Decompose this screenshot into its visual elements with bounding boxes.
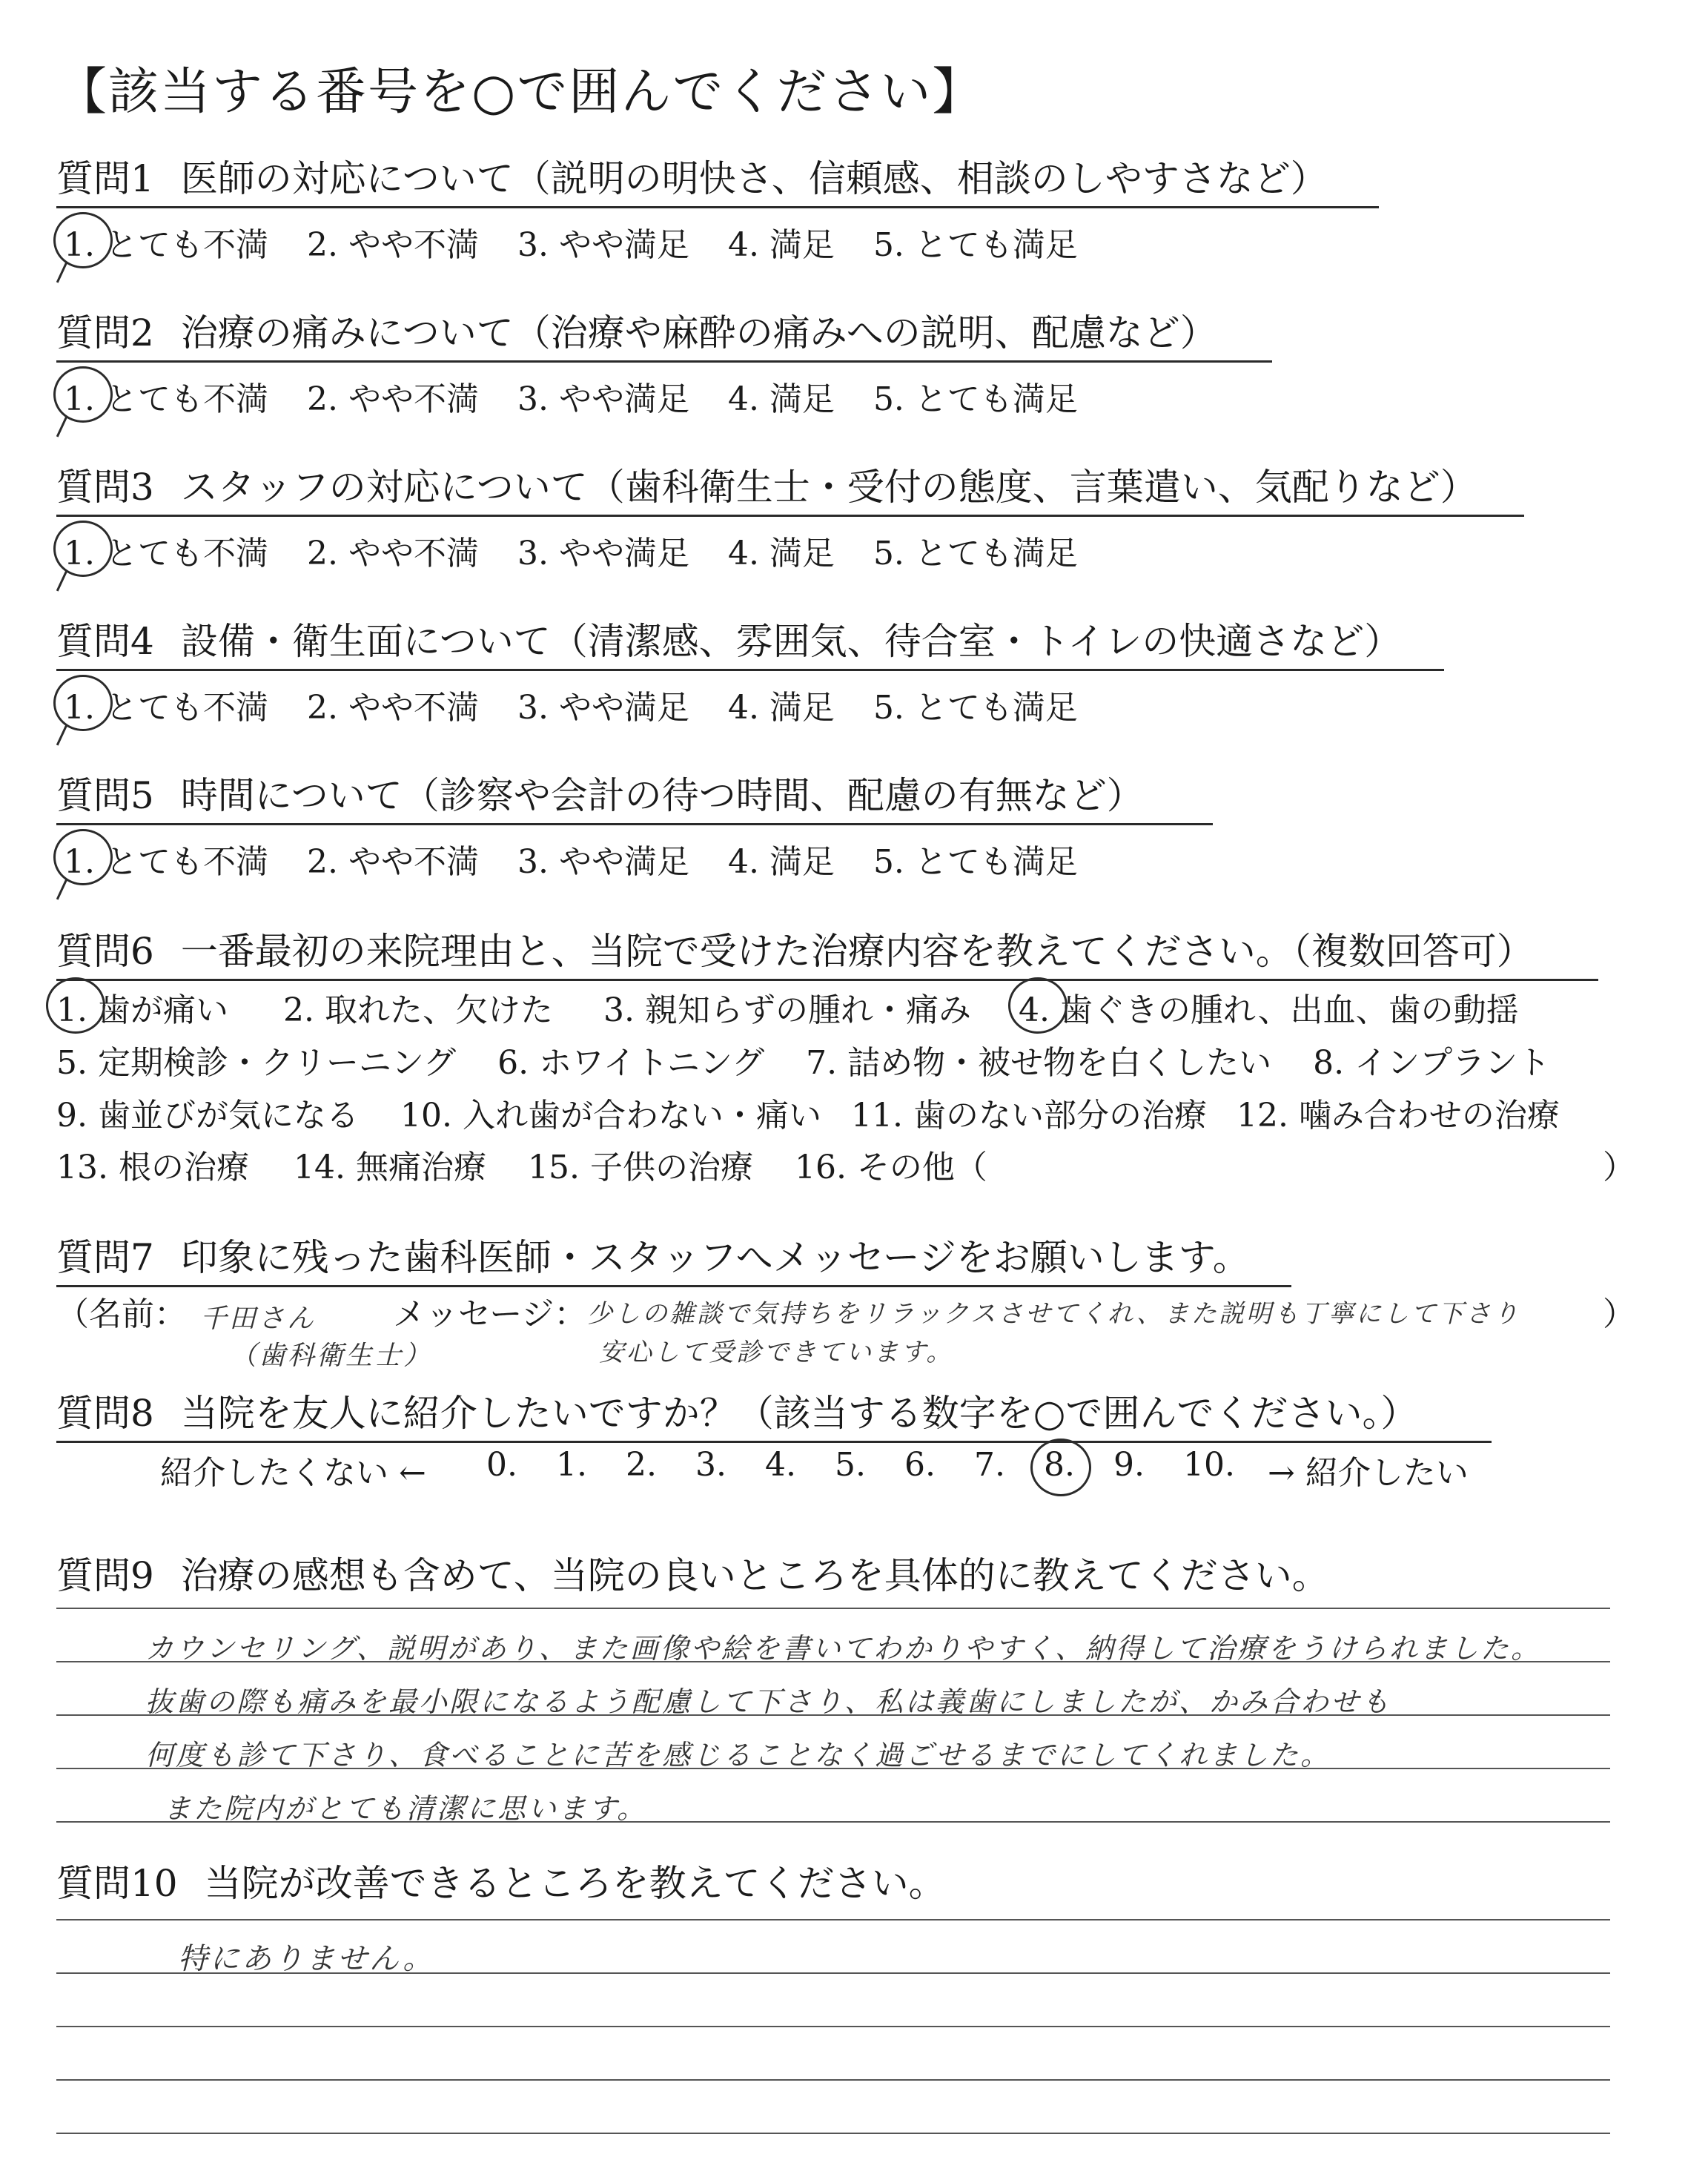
q6-option[interactable] bbox=[1019, 983, 1519, 1031]
q3-option-5[interactable] bbox=[873, 526, 1078, 574]
option-label: 歯のない部分の治療 bbox=[913, 1097, 1207, 1135]
form-header: 【該当する番号を○で囲んでください】 bbox=[56, 63, 984, 122]
option-label: とても満足 bbox=[914, 380, 1078, 418]
q7-title bbox=[56, 1235, 1291, 1287]
q5-option-3[interactable] bbox=[517, 835, 689, 882]
scale-value: 8. bbox=[1044, 1446, 1075, 1484]
q5-option-4[interactable] bbox=[728, 835, 835, 882]
scale-value: 10. bbox=[1183, 1446, 1235, 1484]
option-number: 8. bbox=[1313, 1044, 1345, 1082]
option-number: 3. bbox=[603, 991, 635, 1029]
option-number: 2. bbox=[306, 689, 338, 727]
q6-option[interactable] bbox=[806, 1036, 1271, 1083]
option-label: やや不満 bbox=[348, 843, 479, 881]
q8-scale-7[interactable] bbox=[974, 1446, 1005, 1484]
q10-number: 質問10 bbox=[56, 1862, 178, 1905]
q6-option[interactable] bbox=[56, 1140, 249, 1188]
option-number: 4. bbox=[727, 380, 759, 418]
option-label: 子供の治療 bbox=[589, 1149, 753, 1186]
q6-option[interactable] bbox=[400, 1089, 821, 1136]
ruled-line bbox=[56, 1919, 1610, 1920]
q8-title bbox=[56, 1390, 1492, 1443]
q6-row-3 bbox=[56, 1089, 1560, 1136]
q7-message-label: メッセージ： bbox=[393, 1295, 587, 1333]
option-number: 2. bbox=[282, 991, 314, 1029]
option-number: 4. bbox=[727, 226, 759, 264]
option-label: その他（ bbox=[856, 1149, 987, 1186]
q1-title bbox=[56, 156, 1379, 208]
option-label: やや不満 bbox=[348, 226, 479, 264]
q4-title bbox=[56, 618, 1444, 671]
option-number: 12. bbox=[1236, 1097, 1288, 1135]
option-number: 4. bbox=[727, 535, 759, 572]
q3-option-1[interactable] bbox=[64, 526, 268, 574]
q6-row-4 bbox=[56, 1140, 987, 1188]
q3-options bbox=[64, 526, 1116, 574]
option-label: やや不満 bbox=[348, 380, 479, 418]
q4-option-5[interactable] bbox=[873, 681, 1078, 728]
option-label: やや満足 bbox=[558, 689, 689, 727]
q4-option-2[interactable] bbox=[307, 681, 479, 728]
q2-options bbox=[64, 372, 1116, 420]
q8-scale-9[interactable] bbox=[1113, 1446, 1145, 1484]
q6-title bbox=[56, 928, 1598, 981]
q5-options bbox=[64, 835, 1116, 882]
option-number: 1. bbox=[64, 689, 95, 727]
option-label: とても不満 bbox=[105, 535, 268, 572]
q10-text: 当院が改善できるところを教えてください。 bbox=[204, 1862, 946, 1905]
option-label: やや満足 bbox=[558, 843, 689, 881]
q6-option[interactable] bbox=[795, 1140, 987, 1188]
option-number: 3. bbox=[517, 226, 549, 264]
q9-number: 質問9 bbox=[56, 1554, 154, 1597]
q2-number: 質問2 bbox=[56, 311, 154, 354]
q9-answer-line-4: また院内がとても清潔に思います。 bbox=[163, 1792, 647, 1825]
q7-number: 質問7 bbox=[56, 1236, 154, 1279]
q6-option[interactable] bbox=[1313, 1036, 1550, 1083]
option-label: やや不満 bbox=[348, 689, 479, 727]
q5-title bbox=[56, 773, 1213, 825]
q2-option-1[interactable] bbox=[64, 372, 268, 420]
option-number: 3. bbox=[517, 535, 549, 572]
option-label: 満足 bbox=[769, 535, 835, 572]
ruled-line bbox=[56, 2079, 1610, 2081]
q4-option-4[interactable] bbox=[728, 681, 835, 728]
option-label: 歯が痛い bbox=[97, 991, 228, 1029]
q1-option-1[interactable] bbox=[64, 218, 268, 265]
q8-scale-3[interactable] bbox=[695, 1446, 726, 1484]
q6-row-1 bbox=[56, 983, 1519, 1031]
selection-circle-icon bbox=[53, 675, 113, 731]
option-label: とても満足 bbox=[914, 535, 1078, 572]
q6-option[interactable] bbox=[603, 983, 971, 1031]
option-number: 4. bbox=[727, 843, 759, 881]
option-number: 1. bbox=[64, 226, 95, 264]
option-label: ホワイトニング bbox=[539, 1044, 765, 1082]
q4-option-3[interactable] bbox=[517, 681, 689, 728]
q2-option-2[interactable] bbox=[307, 372, 479, 420]
q1-option-5[interactable] bbox=[873, 218, 1078, 265]
option-label: やや満足 bbox=[558, 535, 689, 572]
option-label: とても不満 bbox=[105, 226, 268, 264]
q1-text: 医師の対応について（説明の明快さ、信頼感、相談のしやすさなど） bbox=[180, 157, 1328, 200]
option-number: 2. bbox=[306, 226, 338, 264]
option-number: 2. bbox=[306, 535, 338, 572]
option-label: とても不満 bbox=[105, 843, 268, 881]
option-label: 歯ぐきの腫れ、出血、歯の動揺 bbox=[1059, 991, 1519, 1029]
q2-option-4[interactable] bbox=[728, 372, 835, 420]
q9-answer-line-1: カウンセリング、説明があり、また画像や絵を書いてわかりやすく、納得して治療をうけられました。 bbox=[145, 1632, 1541, 1665]
option-label: 入れ歯が合わない・痛い bbox=[462, 1097, 821, 1135]
q4-option-1[interactable] bbox=[64, 681, 268, 728]
ruled-line bbox=[56, 1608, 1610, 1609]
q6-option[interactable] bbox=[56, 1089, 359, 1136]
q3-option-4[interactable] bbox=[728, 526, 835, 574]
option-label: 満足 bbox=[769, 226, 835, 264]
option-number: 13. bbox=[56, 1149, 108, 1186]
option-number: 2. bbox=[306, 380, 338, 418]
option-number: 5. bbox=[56, 1044, 87, 1082]
option-label: とても不満 bbox=[105, 380, 268, 418]
option-number: 6. bbox=[497, 1044, 529, 1082]
option-number: 5. bbox=[873, 380, 904, 418]
scale-value: 9. bbox=[1113, 1446, 1145, 1484]
q3-option-3[interactable] bbox=[517, 526, 689, 574]
option-label: 歯並びが気になる bbox=[97, 1097, 359, 1135]
option-number: 1. bbox=[64, 380, 95, 418]
option-label: やや不満 bbox=[348, 535, 479, 572]
selection-circle-icon bbox=[53, 521, 113, 577]
scale-value: 1. bbox=[556, 1446, 587, 1484]
q4-text: 設備・衛生面について（清潔感、雰囲気、待合室・トイレの快適さなど） bbox=[180, 620, 1402, 663]
q6-option[interactable] bbox=[283, 983, 553, 1031]
q6-option[interactable] bbox=[851, 1089, 1207, 1136]
q1-option-4[interactable] bbox=[728, 218, 835, 265]
scale-value: 3. bbox=[695, 1446, 726, 1484]
option-number: 1. bbox=[64, 843, 95, 881]
option-number: 16. bbox=[794, 1149, 847, 1186]
option-label: 無痛治療 bbox=[355, 1149, 486, 1186]
scale-value: 4. bbox=[765, 1446, 796, 1484]
q8-scale-4[interactable] bbox=[765, 1446, 796, 1484]
q4-number: 質問4 bbox=[56, 620, 154, 663]
option-number: 14. bbox=[293, 1149, 345, 1186]
q7-name-value: 千田さん bbox=[200, 1304, 317, 1334]
q5-number: 質問5 bbox=[56, 774, 154, 817]
scale-value: 7. bbox=[974, 1446, 1005, 1484]
q8-right-label: → 紹介したい bbox=[1268, 1454, 1469, 1492]
q1-option-2[interactable] bbox=[307, 218, 479, 265]
option-number: 2. bbox=[306, 843, 338, 881]
q6-option[interactable] bbox=[294, 1140, 486, 1188]
q7-name-label: （名前： bbox=[56, 1295, 187, 1333]
q2-text: 治療の痛みについて（治療や麻酔の痛みへの説明、配慮など） bbox=[180, 311, 1217, 354]
q10-title bbox=[56, 1854, 946, 1907]
selection-circle-icon bbox=[46, 977, 105, 1034]
option-label: インプラント bbox=[1354, 1044, 1551, 1082]
option-number: 5. bbox=[873, 535, 904, 572]
option-label: 満足 bbox=[769, 380, 835, 418]
q9-answer-line-2: 抜歯の際も痛みを最小限になるよう配慮して下さり、私は義歯にしましたが、かみ合わせも bbox=[145, 1685, 1392, 1718]
option-number: 3. bbox=[517, 380, 549, 418]
option-label: 詰め物・被せ物を白くしたい bbox=[847, 1044, 1272, 1082]
selection-circle-icon bbox=[53, 366, 113, 423]
q6-number: 質問6 bbox=[56, 930, 154, 973]
q1-options bbox=[64, 218, 1116, 265]
q8-scale-5[interactable] bbox=[835, 1446, 866, 1484]
q8-left-label: 紹介したくない ← bbox=[160, 1454, 426, 1492]
q6-option[interactable] bbox=[1237, 1089, 1560, 1136]
q6-other-close: ） bbox=[1603, 1149, 1635, 1186]
option-label: やや満足 bbox=[558, 226, 689, 264]
q3-title bbox=[56, 464, 1524, 517]
selection-circle-icon bbox=[53, 212, 113, 268]
option-label: 根の治療 bbox=[118, 1149, 249, 1186]
q7-close: ） bbox=[1603, 1295, 1635, 1333]
scale-value: 0. bbox=[486, 1446, 517, 1484]
option-number: 11. bbox=[850, 1097, 903, 1135]
scale-value: 2. bbox=[626, 1446, 657, 1484]
option-number: 5. bbox=[873, 843, 904, 881]
option-label: 取れた、欠けた bbox=[324, 991, 553, 1029]
selection-circle-icon bbox=[1008, 977, 1068, 1034]
option-label: 噛み合わせの治療 bbox=[1298, 1097, 1560, 1135]
option-number: 3. bbox=[517, 689, 549, 727]
option-number: 15. bbox=[527, 1149, 580, 1186]
option-label: 親知らずの腫れ・痛み bbox=[644, 991, 971, 1029]
option-label: 定期検診・クリーニング bbox=[97, 1044, 457, 1082]
option-number: 1. bbox=[56, 991, 87, 1029]
q2-option-5[interactable] bbox=[873, 372, 1078, 420]
q9-title bbox=[56, 1546, 1329, 1599]
q8-scale-8[interactable] bbox=[1044, 1446, 1075, 1484]
q10-answer: 特にありません。 bbox=[178, 1942, 435, 1976]
q5-option-2[interactable] bbox=[307, 835, 479, 882]
q6-text: 一番最初の来院理由と、当院で受けた治療内容を教えてください。（複数回答可） bbox=[180, 930, 1534, 973]
option-label: やや満足 bbox=[558, 380, 689, 418]
q5-text: 時間について（診察や会計の待つ時間、配慮の有無など） bbox=[180, 774, 1144, 817]
scale-value: 6. bbox=[904, 1446, 936, 1484]
option-label: 満足 bbox=[769, 689, 835, 727]
q6-option[interactable] bbox=[497, 1036, 764, 1083]
option-number: 4. bbox=[727, 689, 759, 727]
ruled-line bbox=[56, 2133, 1610, 2134]
q9-answer-line-3: 何度も診て下さり、食べることに苦を感じることなく過ごせるまでにしてくれました。 bbox=[145, 1739, 1331, 1771]
q3-text: スタッフの対応について（歯科衛生士・受付の態度、言葉遣い、気配りなど） bbox=[180, 466, 1477, 509]
scale-value: 5. bbox=[835, 1446, 866, 1484]
selection-circle-icon bbox=[53, 829, 113, 885]
option-number: 5. bbox=[873, 689, 904, 727]
q2-title bbox=[56, 310, 1272, 363]
q6-option[interactable] bbox=[56, 1036, 456, 1083]
q3-option-2[interactable] bbox=[307, 526, 479, 574]
q3-number: 質問3 bbox=[56, 466, 154, 509]
option-number: 3. bbox=[517, 843, 549, 881]
option-label: とても不満 bbox=[105, 689, 268, 727]
selection-circle-icon bbox=[1030, 1439, 1091, 1496]
option-number: 9. bbox=[56, 1097, 87, 1135]
q8-scale-0[interactable] bbox=[486, 1446, 517, 1484]
q1-number: 質問1 bbox=[56, 157, 154, 200]
q5-option-1[interactable] bbox=[64, 835, 268, 882]
q2-option-3[interactable] bbox=[517, 372, 689, 420]
option-number: 7. bbox=[806, 1044, 838, 1082]
q8-scale-2[interactable] bbox=[626, 1446, 657, 1484]
q6-row-2 bbox=[56, 1036, 1550, 1083]
q1-option-3[interactable] bbox=[517, 218, 689, 265]
option-label: とても満足 bbox=[914, 226, 1078, 264]
q8-number: 質問8 bbox=[56, 1392, 154, 1435]
q7-message-line-2: 安心して受診できています。 bbox=[599, 1338, 954, 1367]
q8-scale-6[interactable] bbox=[904, 1446, 936, 1484]
option-number: 4. bbox=[1018, 991, 1050, 1029]
q7-text: 印象に残った歯科医師・スタッフへメッセージをお願いします。 bbox=[180, 1236, 1250, 1279]
q9-text: 治療の感想も含めて、当院の良いところを具体的に教えてください。 bbox=[180, 1554, 1329, 1597]
q7-name-role: （歯科衛生士） bbox=[230, 1341, 433, 1371]
q8-text: 当院を友人に紹介したいですか？（該当する数字を○で囲んでください。） bbox=[180, 1392, 1418, 1435]
option-number: 5. bbox=[873, 226, 904, 264]
q8-scale-1[interactable] bbox=[556, 1446, 587, 1484]
q6-option[interactable] bbox=[56, 983, 228, 1031]
option-number: 10. bbox=[400, 1097, 452, 1135]
ruled-line bbox=[56, 2026, 1610, 2027]
option-number: 1. bbox=[64, 535, 95, 572]
q7-message-line-1: 少しの雑談で気持ちをリラックスさせてくれ、また説明も丁寧にして下さり bbox=[587, 1299, 1521, 1329]
q5-option-5[interactable] bbox=[873, 835, 1078, 882]
option-label: とても満足 bbox=[914, 689, 1078, 727]
q6-option[interactable] bbox=[528, 1140, 753, 1188]
q8-scale-10[interactable] bbox=[1183, 1446, 1235, 1484]
option-label: 満足 bbox=[769, 843, 835, 881]
q4-options bbox=[64, 681, 1116, 728]
option-label: とても満足 bbox=[914, 843, 1078, 881]
